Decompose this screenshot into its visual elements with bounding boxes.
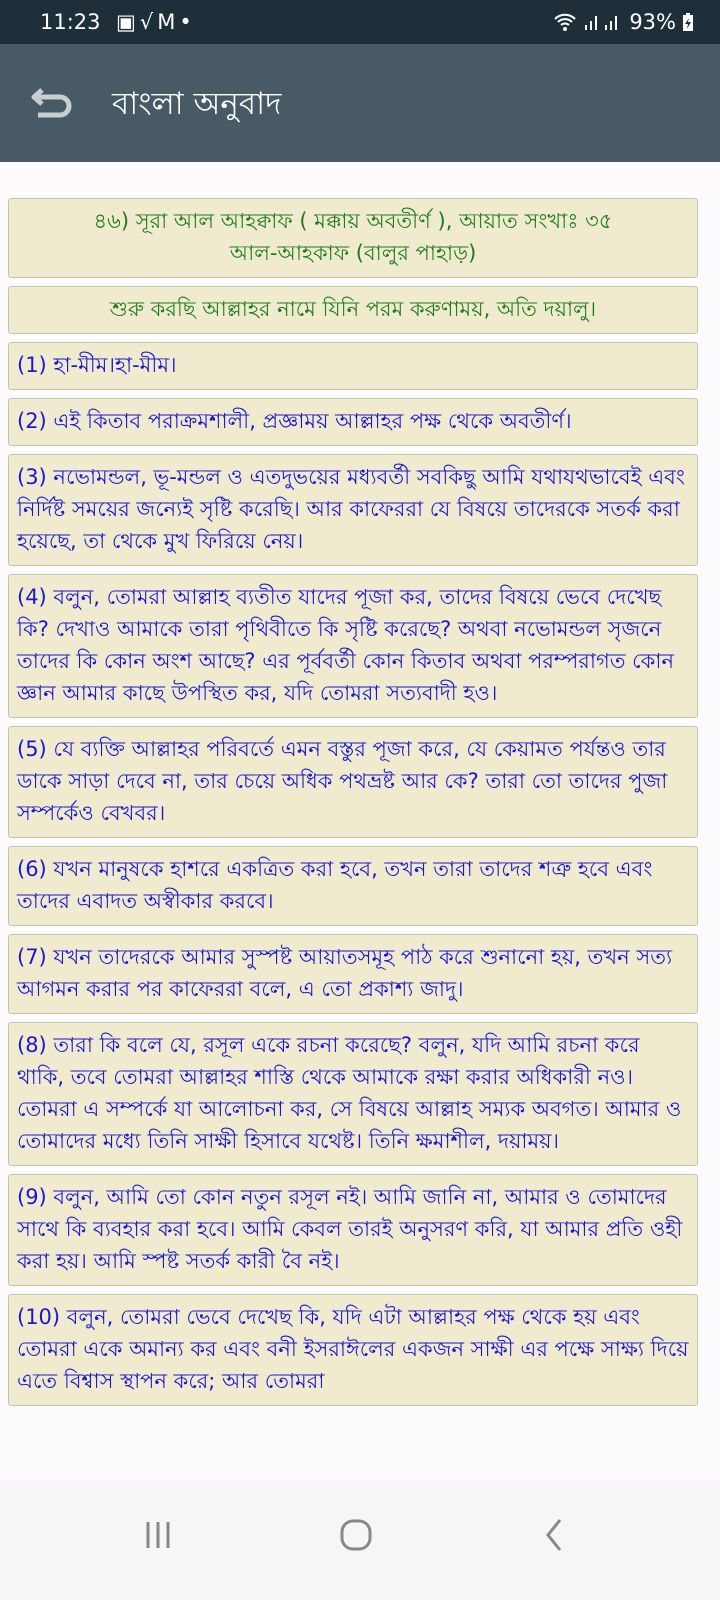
signal-icon bbox=[583, 12, 623, 32]
verse-item[interactable]: (6) যখন মানুষকে হাশরে একত্রিত করা হবে, তখন তারা তাদের শত্রু হবে এবং তাদের এবাদত অস্বীকার করবে। bbox=[8, 846, 698, 926]
back-icon[interactable] bbox=[524, 1510, 584, 1560]
surah-subtitle: আল-আহকাফ (বালুর পাহাড়) bbox=[229, 241, 477, 265]
gmail-icon: M bbox=[157, 10, 180, 34]
status-time: 11:23 bbox=[40, 10, 101, 34]
battery-percent: 93% bbox=[629, 10, 676, 34]
dot-icon: • bbox=[179, 10, 196, 34]
verse-item[interactable]: (7) যখন তাদেরকে আমার সুস্পষ্ট আয়াতসমূহ পাঠ করে শুনানো হয়, তখন সত্য আগমন করার পর কাফেররা বলে, এ তো প্রকাশ্য জাদু। bbox=[8, 934, 698, 1014]
verse-item[interactable]: (4) বলুন, তোমরা আল্লাহ ব্যতীত যাদের পূজা কর, তাদের বিষয়ে ভেবে দেখেছ কি? দেখাও আমাকে তারা পৃথিবীতে কি সৃষ্টি করেছে? অথবা নভোমন্ডল সৃজনে তাদের কি কোন অংশ আছে? এর পূর্ববর্তী কোন কিতাব অথবা পরম্পরাগত কোন জ্ঞান আমার কাছে উপস্থিত কর, যদি তোমরা সত্যবাদী হও। bbox=[8, 574, 698, 718]
back-arrow-icon[interactable] bbox=[30, 82, 78, 122]
battery-charging-icon bbox=[682, 12, 694, 32]
verse-item[interactable]: (8) তারা কি বলে যে, রসূল একে রচনা করেছে? বলুন, যদি আমি রচনা করে থাকি, তবে তোমরা আল্লাহর শাস্তি থেকে আমাকে রক্ষা করার অধিকারী নও। তোমরা এ সম্পর্কে যা আলোচনা কর, সে বিষয়ে আল্লাহ সম্যক অবগত। আমার ও তোমাদের মধ্যে তিনি সাক্ষী হিসাবে যথেষ্ট। তিনি ক্ষমাশীল, দয়াময়। bbox=[8, 1022, 698, 1166]
bismillah-card: শুরু করছি আল্লাহর নামে যিনি পরম করুণাময়, অতি দয়ালু। bbox=[8, 286, 698, 334]
surah-title: ৪৬) সূরা আল আহক্বাফ ( মক্কায় অবতীর্ণ ), আয়াত সংখাঃ ৩৫ bbox=[93, 209, 613, 233]
surah-header-card bbox=[8, 198, 698, 278]
status-bar bbox=[0, 0, 720, 44]
system-nav-bar bbox=[0, 1480, 720, 1600]
verse-item[interactable]: (9) বলুন, আমি তো কোন নতুন রসূল নই। আমি জানি না, আমার ও তোমাদের সাথে কি ব্যবহার করা হবে। আমি কেবল তারই অনুসরণ করি, যা আমার প্রতি ওহী করা হয়। আমি স্পষ্ট সতর্ক কারী বৈ নই। bbox=[8, 1174, 698, 1286]
app-bar bbox=[0, 44, 720, 162]
verse-item[interactable]: (10) বলুন, তোমরা ভেবে দেখেছ কি, যদি এটা আল্লাহর পক্ষ থেকে হয় এবং তোমরা একে অমান্য কর এবং বনী ইসরাঈলের একজন সাক্ষী এর পক্ষে সাক্ষ্য দিয়ে এতে বিশ্বাস স্থাপন করে; আর তোমরা bbox=[8, 1294, 698, 1406]
translation-list[interactable] bbox=[8, 198, 698, 1480]
page-title: বাংলা অনুবাদ bbox=[112, 86, 282, 122]
wifi-icon bbox=[553, 12, 577, 32]
verse-item[interactable]: (5) যে ব্যক্তি আল্লাহর পরিবর্তে এমন বস্তুর পূজা করে, যে কেয়ামত পর্যন্তও তার ডাকে সাড়া দেবে না, তার চেয়ে অধিক পথভ্রষ্ট আর কে? তারা তো তাদের পুজা সম্পর্কেও বেখবর। bbox=[8, 726, 698, 838]
recents-icon[interactable] bbox=[128, 1510, 188, 1560]
verse-item[interactable]: (3) নভোমন্ডল, ভূ-মন্ডল ও এতদুভয়ের মধ্যবর্তী সবকিছু আমি যথাযথভাবেই এবং নির্দিষ্ট সময়ের জন্যেই সৃষ্টি করেছি। আর কাফেররা যে বিষয়ে তাদেরকে সতর্ক করা হয়েছে, তা থেকে মুখ ফিরিয়ে নেয়। bbox=[8, 454, 698, 566]
gallery-icon: ▣ bbox=[116, 10, 140, 34]
notification-icons bbox=[116, 10, 196, 34]
verse-item[interactable]: (2) এই কিতাব পরাক্রমশালী, প্রজ্ঞাময় আল্লাহর পক্ষ থেকে অবতীর্ণ। bbox=[8, 398, 698, 446]
carrier-icon: √ bbox=[139, 10, 158, 34]
home-icon[interactable] bbox=[326, 1510, 386, 1560]
verse-item[interactable]: (1) হা-মীম।হা-মীম। bbox=[8, 342, 698, 390]
